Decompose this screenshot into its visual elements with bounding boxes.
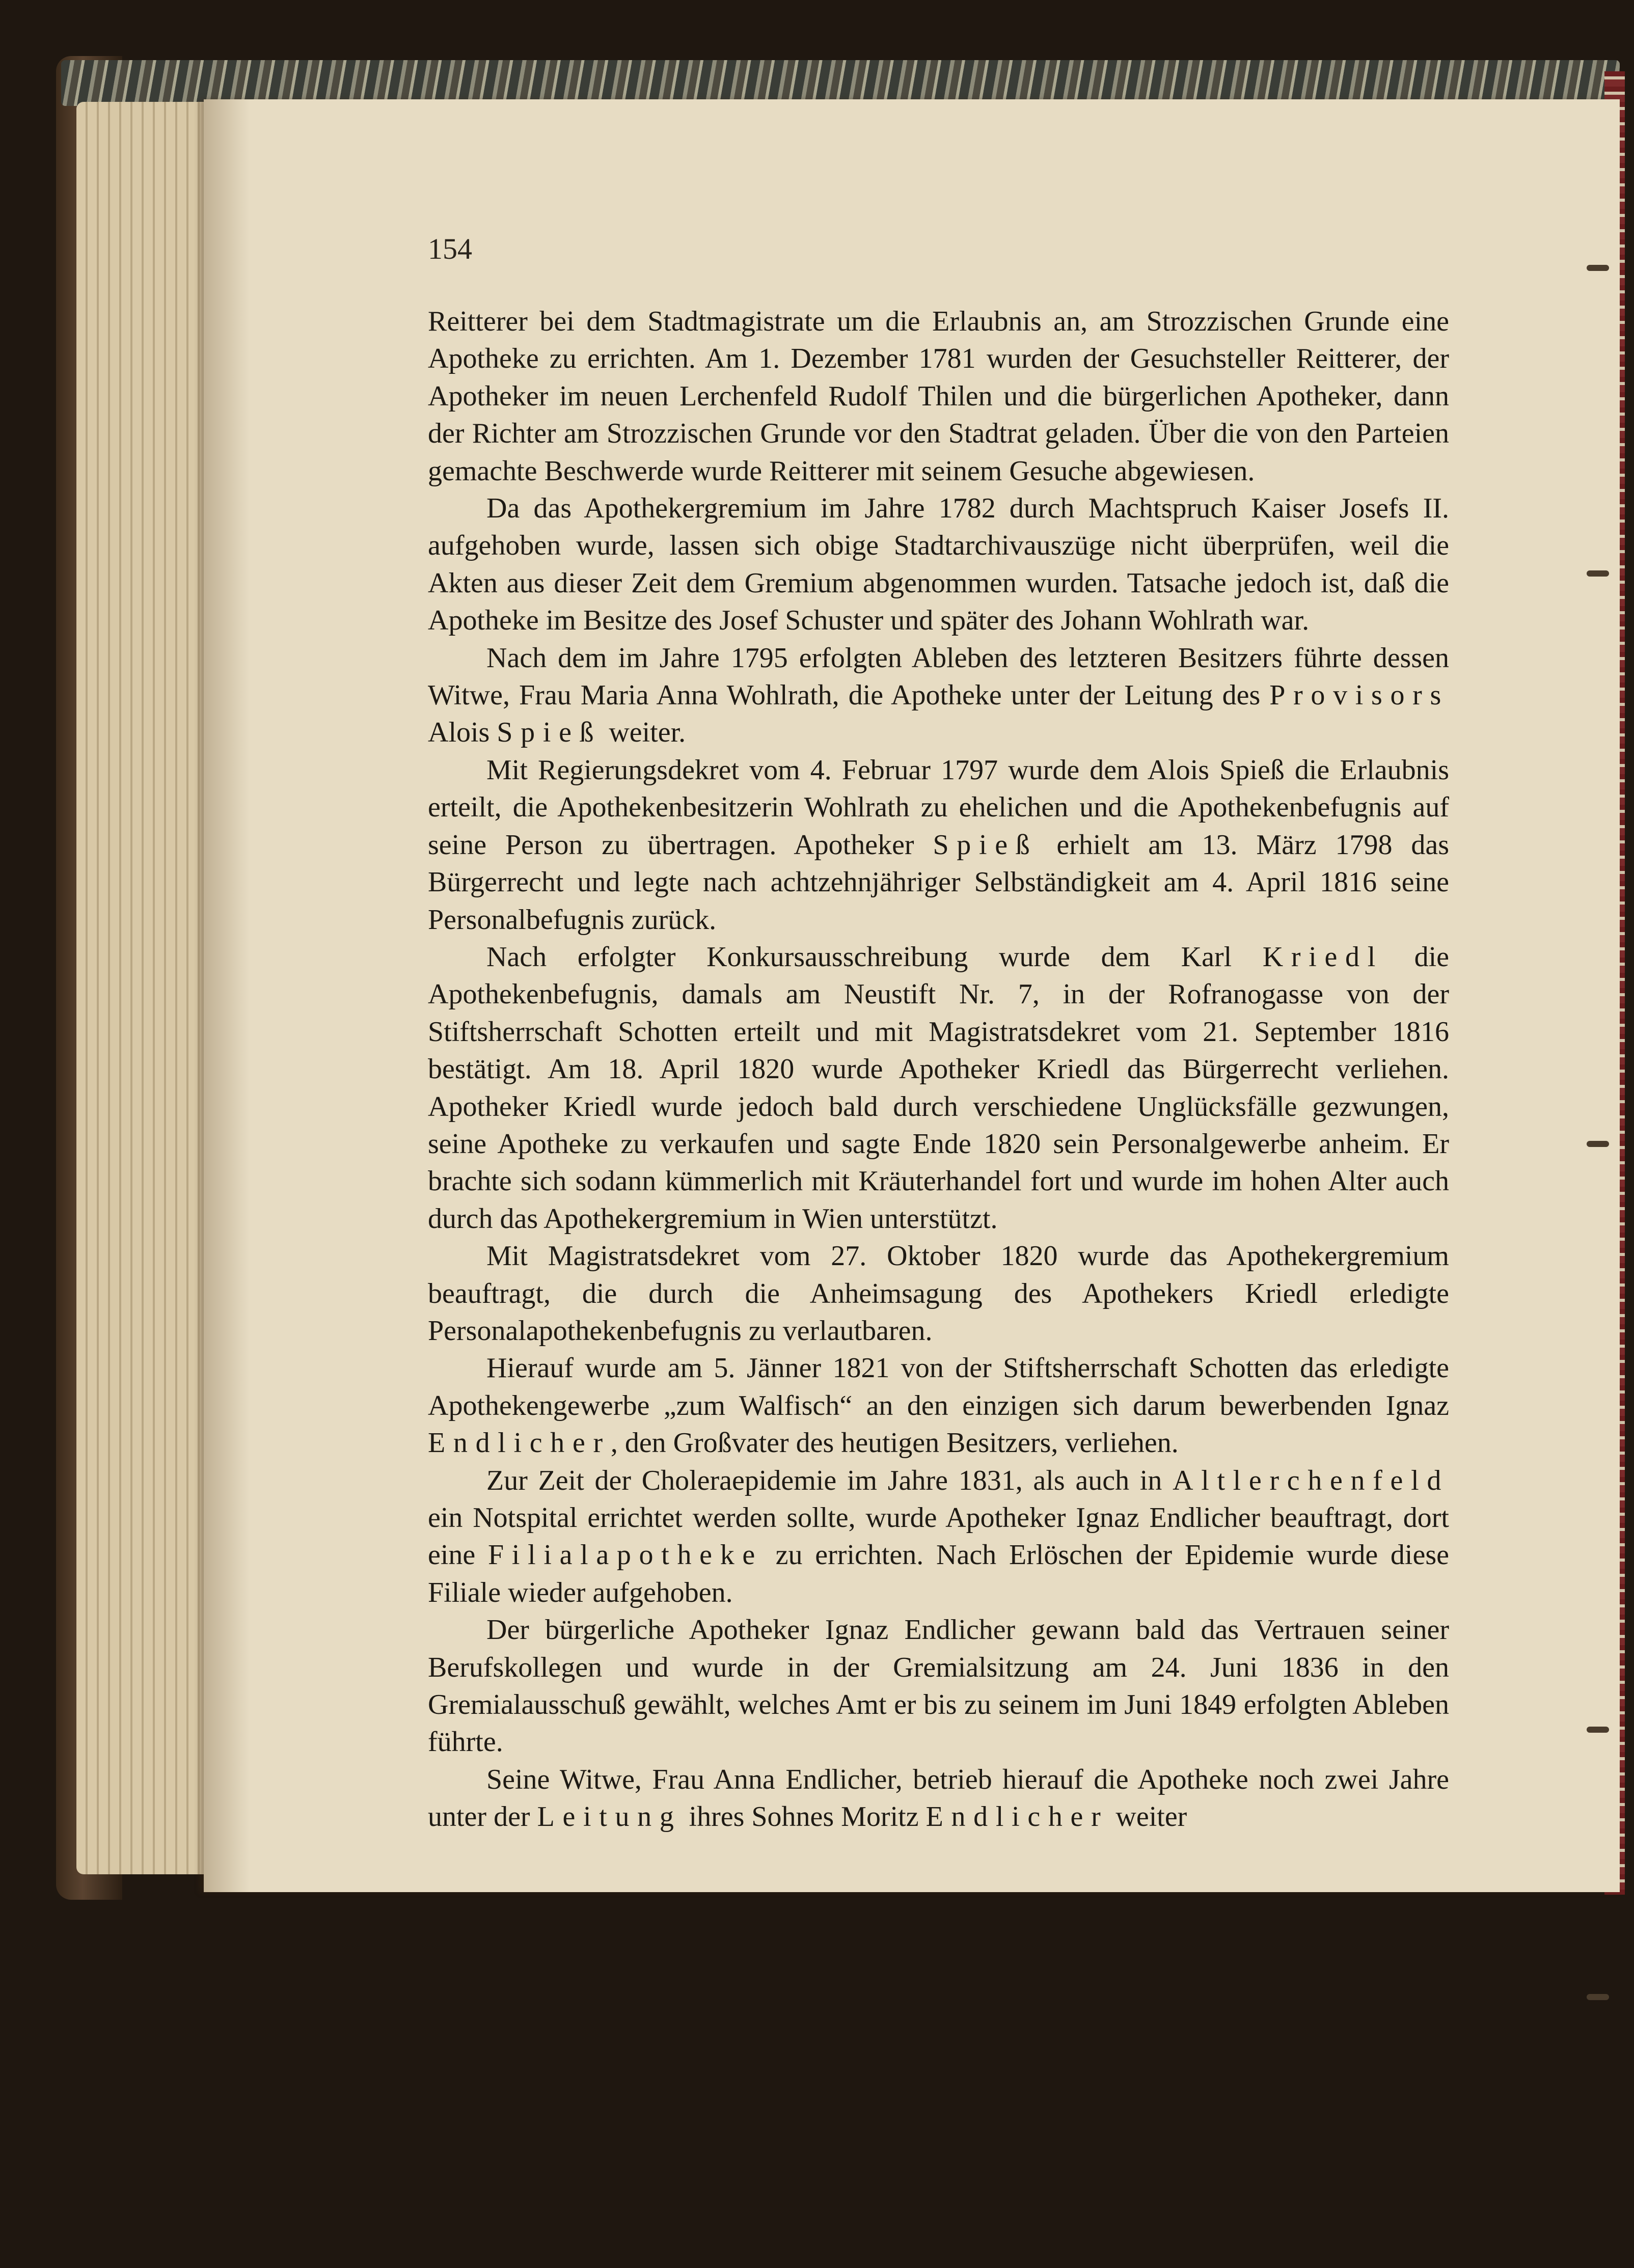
stacked-page-edges bbox=[76, 102, 209, 1874]
text-run: Zur Zeit der Choleraepidemie im Jahre 1831, als auch in bbox=[486, 1464, 1173, 1496]
text-run: die Apothekenbefugnis, damals am Neustift Nr. 7, in der Rofranogasse von der Stiftsherrschaft Schotten erteilt und mit Magistratsdekret vom 21. September 1816 bestätigt. Am 18. April 1820 wurde Apotheker Kriedl das Bürgerrecht verliehen. Apotheker Kriedl wurde jedoch bald durch verschiedene Unglücksfälle gezwungen, seine Apotheke zu verkaufen und sagte Ende 1820 sein Personalgewerbe anheim. Er brachte sich sodann kümmerlich mit Kräuterhandel fort und wurde im hohen Alter auch durch das Apothekergremium in Wien unterstützt. bbox=[428, 941, 1449, 1235]
text-run: ihres Sohnes Moritz bbox=[682, 1801, 926, 1833]
spaced-name: Spieß bbox=[497, 717, 602, 749]
paragraph bbox=[428, 303, 1449, 490]
paragraph bbox=[428, 1238, 1449, 1350]
paragraph bbox=[428, 752, 1449, 939]
spaced-name: Provisors bbox=[1269, 679, 1449, 712]
text-run: Hierauf wurde am 5. Jänner 1821 von der Stiftsherrschaft Schotten das erledigte Apothekengewerbe „zum Walfisch“ an den einzigen sich darum bewerbenden Ignaz bbox=[428, 1352, 1449, 1422]
paragraph bbox=[428, 939, 1449, 1238]
text-run: weiter. bbox=[602, 717, 686, 749]
text-run: Alois bbox=[428, 717, 497, 749]
spaced-name: Filialapotheke bbox=[488, 1539, 763, 1571]
text-run: ein Notspital errichtet werden sollte, wurde Apotheker Ignaz Endlicher beauftragt, dort eine bbox=[428, 1502, 1449, 1571]
text-run: Der bürgerliche Apotheker Ignaz Endlicher gewann bald das Vertrauen seiner Berufskollegen und wurde in der Gremialsitzung am 24. Juni 1836 in den Gremialausschuß gewählt, welches Amt er bis zu seinem im Juni 1849 erfolgten Ableben führte. bbox=[428, 1614, 1449, 1758]
paragraph bbox=[428, 1761, 1449, 1836]
text-run: Seine Witwe, Frau Anna Endlicher, betrieb hierauf die Apotheke noch zwei Jahre unter der bbox=[428, 1763, 1449, 1833]
edge-mark bbox=[1587, 1141, 1609, 1147]
text-run: zu errichten. Nach Erlöschen der Epidemie wurde diese Filiale wieder aufgehoben. bbox=[428, 1539, 1449, 1608]
spaced-name: Spieß bbox=[933, 829, 1038, 861]
text-run: Mit Regierungsdekret vom 4. Februar 1797 wurde dem Alois Spieß die Erlaubnis erteilt, die Apothekenbesitzerin Wohlrath zu ehelichen und die Apothekenbefugnis auf seine Person zu übertragen. Apotheker bbox=[428, 754, 1449, 861]
edge-mark bbox=[1587, 570, 1609, 577]
spaced-name: Kriedl bbox=[1262, 941, 1383, 973]
text-run: , den Großvater des heutigen Besitzers, verliehen. bbox=[610, 1427, 1179, 1459]
page-tab-marks bbox=[1582, 0, 1612, 2268]
edge-mark bbox=[1587, 1994, 1609, 2000]
spaced-name: Endlicher bbox=[428, 1427, 611, 1459]
text-run: Da das Apothekergremium im Jahre 1782 durch Machtspruch Kaiser Josefs II. aufgehoben wurde, lassen sich obige Stadtarchivauszüge nicht überprüfen, weil die Akten aus dieser Zeit dem Gremium abgenommen wurden. Tatsache jedoch ist, daß die Apotheke im Besitze des Josef Schuster und später des Johann Wohlrath war. bbox=[428, 493, 1449, 637]
spaced-name: Altlerchenfeld bbox=[1173, 1464, 1449, 1496]
gutter-shadow bbox=[204, 99, 250, 1892]
paragraph bbox=[428, 640, 1449, 752]
spaced-name: Leitung bbox=[537, 1801, 682, 1833]
book-page bbox=[204, 99, 1620, 1892]
text-run: Nach erfolgter Konkursausschreibung wurde dem Karl bbox=[486, 941, 1263, 973]
paragraph bbox=[428, 490, 1449, 640]
text-run: erhielt am 13. März 1798 das Bürgerrecht und legte nach achtzehnjähriger Selbständigkeit am 4. April 1816 seine Personalbefugnis zurück. bbox=[428, 829, 1449, 936]
page-number: 154 bbox=[428, 232, 472, 265]
body-text bbox=[428, 303, 1449, 1836]
text-run: weiter bbox=[1108, 1801, 1187, 1833]
paragraph bbox=[428, 1462, 1449, 1612]
paragraph bbox=[428, 1611, 1449, 1761]
edge-mark bbox=[1587, 1727, 1609, 1733]
edge-mark bbox=[1587, 265, 1609, 271]
text-run: Nach dem im Jahre 1795 erfolgten Ableben des letzteren Besitzers führte dessen Witwe, Frau Maria Anna Wohlrath, die Apotheke unter der Leitung des bbox=[428, 642, 1449, 712]
text-run: Reitterer bei dem Stadtmagistrate um die Erlaubnis an, am Strozzischen Grunde eine Apotheke zu errichten. Am 1. Dezember 1781 wurden der Gesuchsteller Reitterer, der Apotheker im neuen Lerchenfeld Rudolf Thilen und die bürgerlichen Apotheker, dann der Richter am Strozzischen Grunde vor den Stadtrat geladen. Über die von den Parteien gemachte Beschwerde wurde Reitterer mit seinem Gesuche abgewiesen. bbox=[428, 306, 1449, 487]
text-run: Mit Magistratsdekret vom 27. Oktober 1820 wurde das Apothekergremium beauftragt, die durch die Anheimsagung des Apothekers Kriedl erledigte Personalapothekenbefugnis zu verlautbaren. bbox=[428, 1240, 1449, 1347]
paragraph bbox=[428, 1350, 1449, 1462]
spaced-name: Endlicher bbox=[925, 1801, 1109, 1833]
